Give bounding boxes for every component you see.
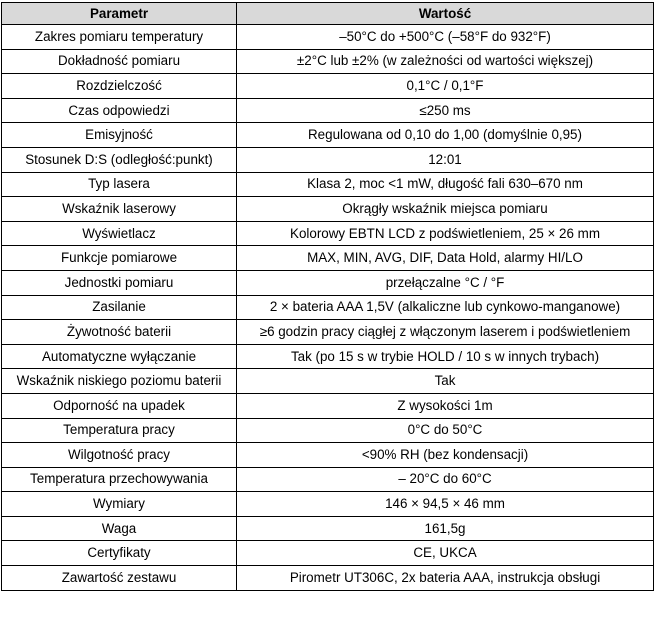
row-parameter: Stosunek D:S (odległość:punkt) [2, 147, 237, 172]
table-row [2, 221, 654, 246]
row-parameter: Jednostki pomiaru [2, 270, 237, 295]
row-value: Regulowana od 0,10 do 1,00 (domyślnie 0,95) [237, 123, 654, 148]
row-parameter: Waga [2, 516, 237, 541]
table-row [2, 369, 654, 394]
row-parameter: Zawartość zestawu [2, 566, 237, 591]
row-value: Kolorowy EBTN LCD z podświetleniem, 25 × 26 mm [237, 221, 654, 246]
table-row [2, 123, 654, 148]
row-value: 2 × bateria AAA 1,5V (alkaliczne lub cynkowo-manganowe) [237, 295, 654, 320]
row-parameter: Wyświetlacz [2, 221, 237, 246]
header-value: Wartość [237, 3, 654, 25]
row-parameter: Certyfikaty [2, 541, 237, 566]
table-row [2, 147, 654, 172]
table-header-row [2, 3, 654, 25]
table-row [2, 516, 654, 541]
row-parameter: Odporność na upadek [2, 393, 237, 418]
row-value: Tak (po 15 s w trybie HOLD / 10 s w innych trybach) [237, 344, 654, 369]
row-parameter: Typ lasera [2, 172, 237, 197]
row-value: 0,1°C / 0,1°F [237, 74, 654, 99]
row-parameter: Czas odpowiedzi [2, 98, 237, 123]
row-value: przełączalne °C / °F [237, 270, 654, 295]
header-parameter: Parametr [2, 3, 237, 25]
table-row [2, 320, 654, 345]
table-row [2, 295, 654, 320]
table-row [2, 393, 654, 418]
row-parameter: Rozdzielczość [2, 74, 237, 99]
table-row [2, 541, 654, 566]
specification-table [1, 2, 654, 591]
table-row [2, 246, 654, 271]
row-value: ±2°C lub ±2% (w zależności od wartości większej) [237, 49, 654, 74]
row-value: <90% RH (bez kondensacji) [237, 443, 654, 468]
row-parameter: Wskaźnik laserowy [2, 197, 237, 222]
table-row [2, 197, 654, 222]
table-row [2, 172, 654, 197]
row-parameter: Dokładność pomiaru [2, 49, 237, 74]
row-value: ≤250 ms [237, 98, 654, 123]
row-parameter: Temperatura przechowywania [2, 467, 237, 492]
row-parameter: Emisyjność [2, 123, 237, 148]
table-row [2, 344, 654, 369]
row-parameter: Wilgotność pracy [2, 443, 237, 468]
table-row [2, 443, 654, 468]
row-parameter: Żywotność baterii [2, 320, 237, 345]
row-value: 146 × 94,5 × 46 mm [237, 492, 654, 517]
row-parameter: Funkcje pomiarowe [2, 246, 237, 271]
row-value: Okrągły wskaźnik miejsca pomiaru [237, 197, 654, 222]
row-parameter: Automatyczne wyłączanie [2, 344, 237, 369]
row-value: Klasa 2, moc <1 mW, długość fali 630–670 nm [237, 172, 654, 197]
table-row [2, 467, 654, 492]
row-value: CE, UKCA [237, 541, 654, 566]
table-row [2, 418, 654, 443]
row-parameter: Wymiary [2, 492, 237, 517]
row-parameter: Zakres pomiaru temperatury [2, 25, 237, 50]
row-parameter: Wskaźnik niskiego poziomu baterii [2, 369, 237, 394]
table-row [2, 492, 654, 517]
table-row [2, 566, 654, 591]
table-body [2, 25, 654, 591]
row-value: Z wysokości 1m [237, 393, 654, 418]
row-value: 12:01 [237, 147, 654, 172]
row-parameter: Zasilanie [2, 295, 237, 320]
row-parameter: Temperatura pracy [2, 418, 237, 443]
row-value: –50°C do +500°C (–58°F do 932°F) [237, 25, 654, 50]
row-value: Pirometr UT306C, 2x bateria AAA, instrukcja obsługi [237, 566, 654, 591]
table-row [2, 49, 654, 74]
row-value: 0°C do 50°C [237, 418, 654, 443]
table-row [2, 74, 654, 99]
row-value: Tak [237, 369, 654, 394]
row-value: ≥6 godzin pracy ciągłej z włączonym laserem i podświetleniem [237, 320, 654, 345]
row-value: 161,5g [237, 516, 654, 541]
table-row [2, 98, 654, 123]
table-row [2, 270, 654, 295]
row-value: – 20°C do 60°C [237, 467, 654, 492]
row-value: MAX, MIN, AVG, DIF, Data Hold, alarmy HI/LO [237, 246, 654, 271]
table-row [2, 25, 654, 50]
